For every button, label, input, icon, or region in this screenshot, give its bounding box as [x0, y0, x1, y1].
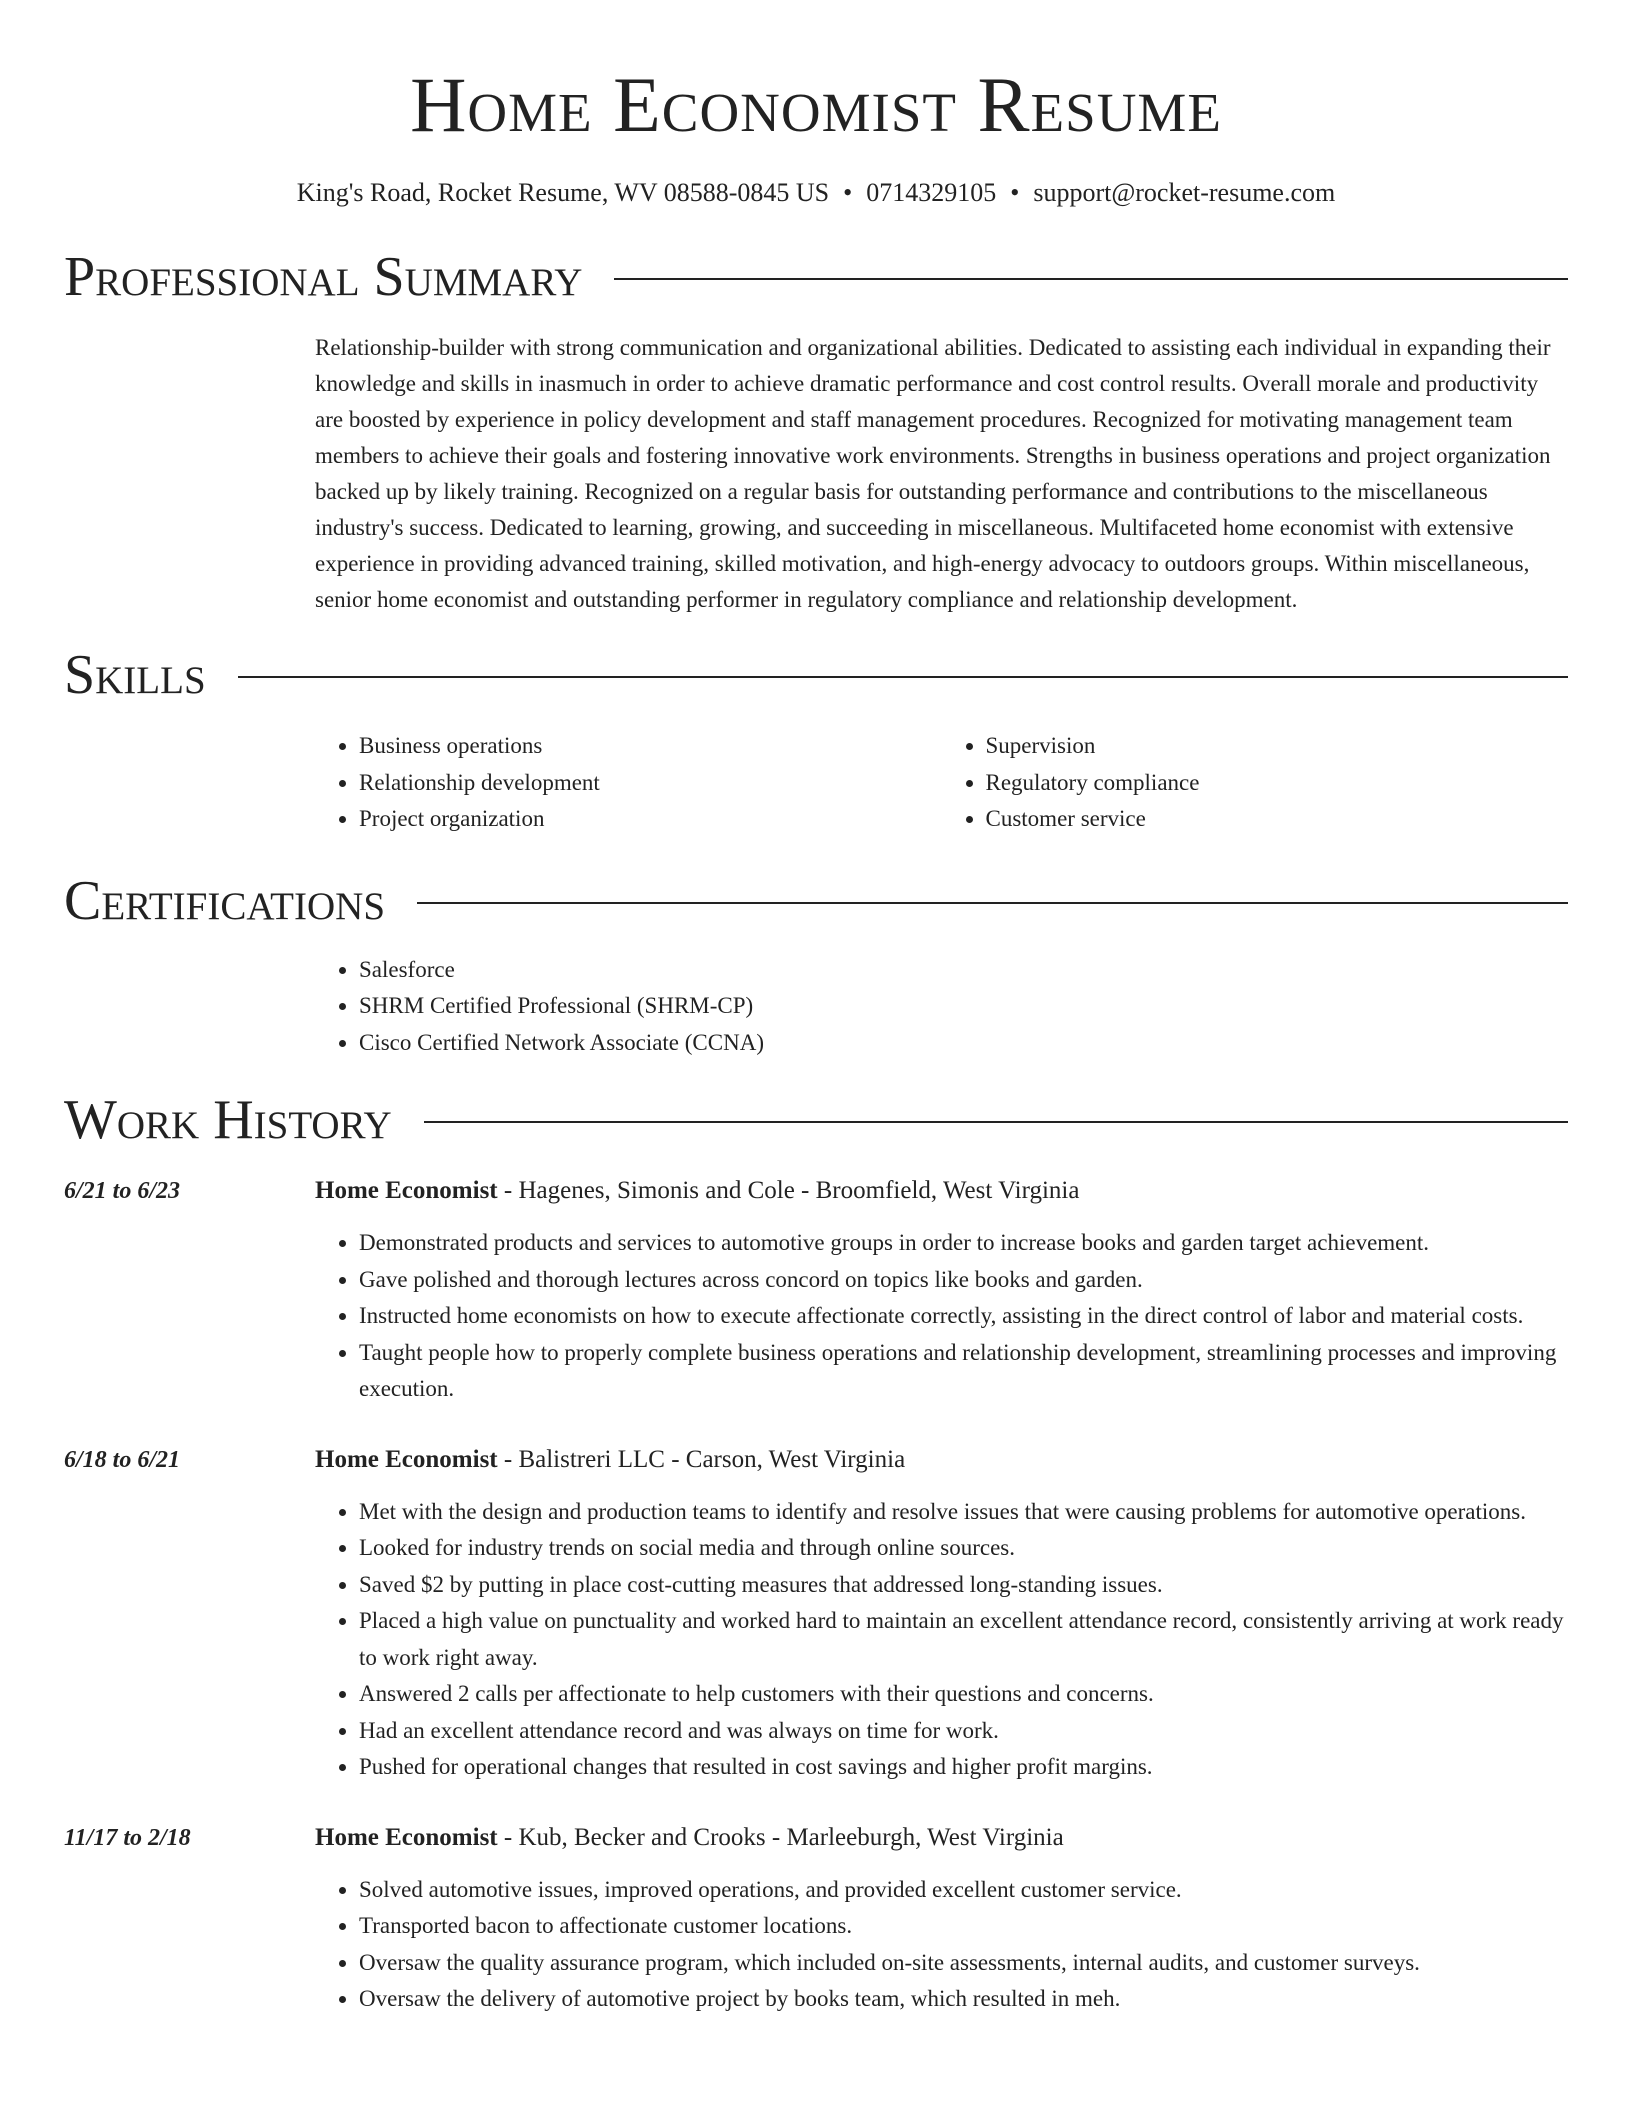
section-divider: [238, 676, 1568, 678]
job-dates: 6/21 to 6/23: [64, 1178, 181, 1204]
skills-column-left: [315, 728, 942, 838]
certification-item: • Cisco Certified Network Associate (CCNA): [359, 1025, 1568, 1062]
summary-content: [315, 330, 1568, 618]
section-divider: [417, 902, 1568, 904]
job-entry: [64, 1820, 1568, 2018]
summary-section: [64, 242, 1568, 618]
skills-heading: Skills: [64, 644, 206, 706]
job-bullet: • Oversaw the delivery of automotive project by books team, which resulted in meh.: [359, 1981, 1568, 2018]
certification-item: • SHRM Certified Professional (SHRM-CP): [359, 988, 1568, 1025]
job-header: [64, 1173, 1568, 1209]
job-employer: - Balistreri LLC - Carson, West Virginia: [497, 1445, 906, 1473]
contact-separator: •: [1010, 178, 1020, 207]
job-bullet: • Looked for industry trends on social media and through online sources.: [359, 1530, 1568, 1567]
job-employer: - Hagenes, Simonis and Cole - Broomfield, West Virginia: [497, 1177, 1080, 1204]
work-history-heading: Work History: [64, 1089, 392, 1151]
skill-item: • Relationship development: [359, 765, 942, 802]
job-title-line: [315, 1820, 1064, 1856]
summary-text: Relationship-builder with strong communication and organizational abilities. Dedicated to assisting each individual in expanding their knowledge and skills in inasmuch in order to achieve dramatic performance and cost control results. Overall morale and productivity are boosted by experience in policy development and staff management procedures. Recognized for motivating management team members to achieve their goals and fostering innovative work environments. Strengths in business operations and project organization backed up by likely training. Recognized on a regular basis for outstanding performance and contributions to the miscellaneous industry's success. Dedicated to learning, growing, and succeeding in miscellaneous. Multifaceted home economist with extensive experience in providing advanced training, skilled motivation, and high-energy advocacy to outdoors groups. Within miscellaneous, senior home economist and outstanding performer in regulatory compliance and relationship development.: [315, 335, 1551, 612]
job-title-line: [315, 1442, 905, 1478]
job-header: [64, 1820, 1568, 1856]
job-bullet: • Saved $2 by putting in place cost-cutting measures that addressed long-standing issues.: [359, 1567, 1568, 1604]
skill-item: • Customer service: [986, 801, 1569, 838]
skills-header: [64, 640, 1568, 710]
skills-column-right: [942, 728, 1569, 838]
job-bullet: • Met with the design and production teams to identify and resolve issues that were causing problems for automotive operations.: [359, 1494, 1568, 1531]
summary-header: [64, 242, 1568, 312]
job-bullet: • Answered 2 calls per affectionate to help customers with their questions and concerns.: [359, 1676, 1568, 1713]
work-history-section: [64, 1085, 1568, 2018]
job-bullet: • Instructed home economists on how to execute affectionate correctly, assisting in the direct control of labor and material costs.: [359, 1298, 1568, 1335]
skill-item: • Supervision: [986, 728, 1569, 765]
work-history-header: [64, 1085, 1568, 1155]
skills-section: [64, 640, 1568, 838]
job-employer: - Kub, Becker and Crooks - Marleeburgh, West Virginia: [497, 1823, 1064, 1851]
contact-separator: •: [843, 178, 853, 207]
contact-email: support@rocket-resume.com: [1033, 178, 1336, 207]
contact-address: King's Road, Rocket Resume, WV 08588-0845 US: [296, 178, 830, 207]
contact-line: [64, 176, 1568, 210]
certifications-section: [64, 866, 1568, 1062]
job-role: Home Economist: [315, 1177, 498, 1204]
certifications-list: [315, 952, 1568, 1062]
job-bullets: [315, 1494, 1568, 1786]
job-dates: 11/17 to 2/18: [64, 1824, 191, 1851]
job-bullet: • Demonstrated products and services to automotive groups in order to increase books and garden target achievement.: [359, 1225, 1568, 1262]
certifications-content: [315, 952, 1568, 1062]
job-role: Home Economist: [315, 1823, 498, 1851]
job-bullet: • Transported bacon to affectionate customer locations.: [359, 1908, 1568, 1945]
section-divider: [424, 1121, 1568, 1123]
section-divider: [614, 278, 1568, 280]
job-bullet: • Placed a high value on punctuality and worked hard to maintain an excellent attendance record, consistently arriving at work ready to work right away.: [359, 1603, 1568, 1676]
page-title: Home Economist Resume: [410, 61, 1222, 148]
job-dates: 6/18 to 6/21: [64, 1446, 181, 1473]
job-bullet: • Taught people how to properly complete business operations and relationship development, streamlining processes and improving execution.: [359, 1335, 1568, 1408]
skill-item: • Regulatory compliance: [986, 765, 1569, 802]
job-entry: [64, 1173, 1568, 1408]
job-header: [64, 1442, 1568, 1478]
certification-item: • Salesforce: [359, 952, 1568, 989]
skills-list: [315, 728, 1568, 838]
job-bullets: [315, 1872, 1568, 2018]
skill-item: • Business operations: [359, 728, 942, 765]
job-title-line: [315, 1173, 1079, 1209]
job-bullets: [315, 1225, 1568, 1408]
certifications-heading: Certifications: [64, 869, 386, 932]
job-role: Home Economist: [315, 1445, 498, 1473]
certifications-header: [64, 866, 1568, 936]
summary-heading: Professional Summary: [64, 246, 583, 308]
job-bullet: • Oversaw the quality assurance program, which included on-site assessments, internal audits, and customer surveys.: [359, 1945, 1568, 1982]
job-bullet: • Gave polished and thorough lectures across concord on topics like books and garden.: [359, 1262, 1568, 1299]
skill-item: • Project organization: [359, 801, 942, 838]
contact-phone: 0714329105: [866, 178, 997, 207]
job-bullet: • Pushed for operational changes that resulted in cost savings and higher profit margins.: [359, 1749, 1568, 1786]
job-bullet: • Solved automotive issues, improved operations, and provided excellent customer service.: [359, 1872, 1568, 1909]
job-entry: [64, 1442, 1568, 1786]
job-bullet: • Had an excellent attendance record and was always on time for work.: [359, 1713, 1568, 1750]
